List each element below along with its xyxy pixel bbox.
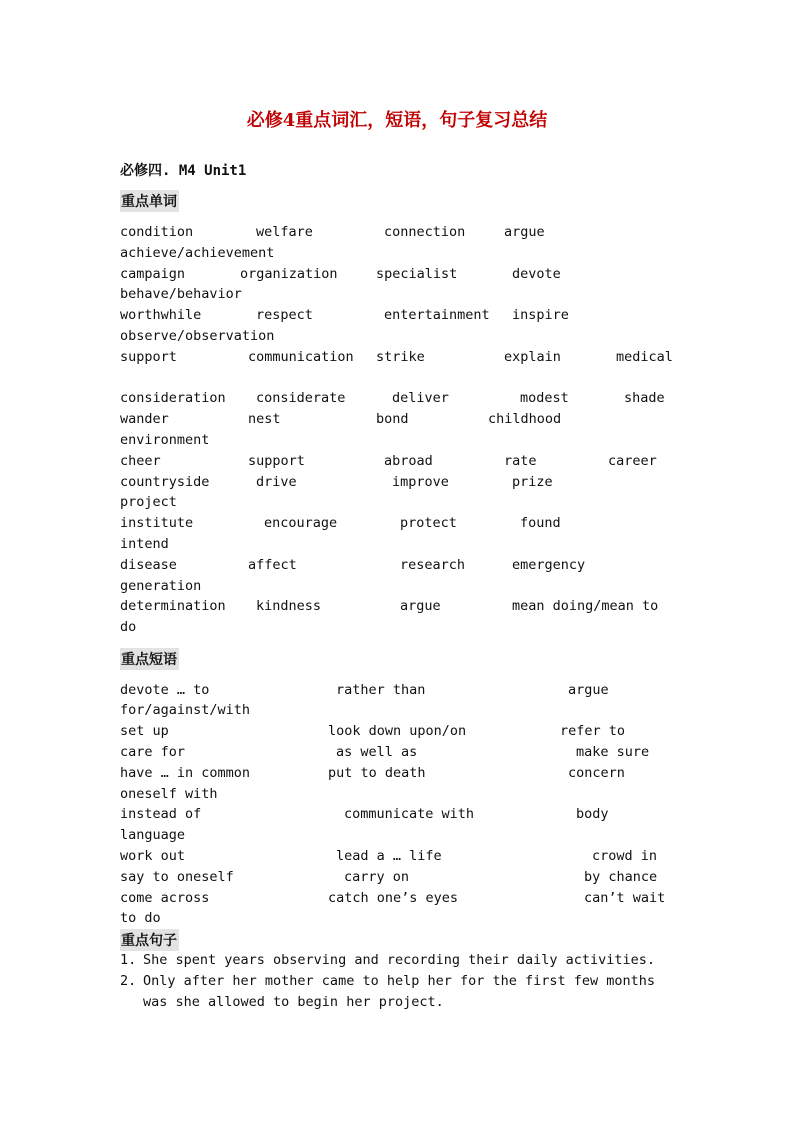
word: research (400, 557, 466, 573)
phrase: catch one’s eyes (328, 890, 459, 906)
word: considerate (256, 390, 346, 406)
phrase: have … in common (120, 765, 251, 781)
phrase: communicate with (344, 806, 475, 822)
word: disease (120, 557, 177, 573)
phrase: carry on (344, 869, 410, 885)
word: entertainment (384, 307, 490, 323)
word: argue (400, 598, 441, 614)
word: nest (248, 411, 281, 427)
phrase: set up (120, 723, 169, 739)
sentence-number: 2. (120, 973, 137, 989)
word: encourage (264, 515, 338, 531)
word: protect (400, 515, 457, 531)
sentence-text: She spent years observing and recording their daily activities. (143, 952, 656, 968)
word: devote (512, 266, 561, 282)
phrase: refer to (560, 723, 626, 739)
word: condition (120, 224, 194, 240)
phrase: lead a … life (336, 848, 442, 864)
phrase: as well as (336, 744, 418, 760)
word: behave/behavior (120, 286, 242, 302)
word: welfare (256, 224, 313, 240)
word: cheer (120, 453, 161, 469)
word: support (248, 453, 305, 469)
sentence-number: 1. (120, 952, 137, 968)
word: determination (120, 598, 226, 614)
phrase: argue (568, 682, 609, 698)
word: abroad (384, 453, 433, 469)
phrase: language (120, 827, 186, 843)
word: affect (248, 557, 297, 573)
word: observe/observation (120, 328, 275, 344)
word: organization (240, 266, 338, 282)
phrase: for/against/with (120, 702, 251, 718)
word: medical (616, 349, 673, 365)
word: worthwhile (120, 307, 202, 323)
phrase: body (576, 806, 609, 822)
word: prize (512, 474, 553, 490)
phrase: devote … to (120, 682, 210, 698)
word: do (120, 619, 137, 635)
sentence-continuation: was she allowed to begin her project. (143, 994, 444, 1010)
phrase: work out (120, 848, 186, 864)
word: consideration (120, 390, 226, 406)
word: generation (120, 578, 202, 594)
word: wander (120, 411, 169, 427)
word: countryside (120, 474, 210, 490)
word: strike (376, 349, 425, 365)
word: argue (504, 224, 545, 240)
word: respect (256, 307, 313, 323)
sentence-item (120, 950, 655, 971)
word: emergency (512, 557, 586, 573)
phrase: crowd in (592, 848, 658, 864)
word: improve (392, 474, 449, 490)
word: specialist (376, 266, 458, 282)
word: modest (520, 390, 569, 406)
phrase: to do (120, 910, 161, 926)
word: shade (624, 390, 665, 406)
phrase: can’t wait (584, 890, 666, 906)
phrase: rather than (336, 682, 426, 698)
section-phrases-heading: 重点短语 (120, 648, 179, 670)
sentence-item (120, 971, 655, 992)
word: found (520, 515, 561, 531)
phrase: put to death (328, 765, 426, 781)
word: mean doing/mean to (512, 598, 659, 614)
phrase: care for (120, 744, 186, 760)
phrase: oneself with (120, 786, 218, 802)
unit-heading: 必修四. M4 Unit1 (120, 163, 247, 179)
word: institute (120, 515, 194, 531)
phrase: come across (120, 890, 210, 906)
word: rate (504, 453, 537, 469)
word: communication (248, 349, 354, 365)
word: support (120, 349, 177, 365)
word: achieve/achievement (120, 245, 275, 261)
word: childhood (488, 411, 562, 427)
word: environment (120, 432, 210, 448)
word: career (608, 453, 657, 469)
word: campaign (120, 266, 186, 282)
document-title: 必修4重点词汇，短语，句子复习总结 (246, 110, 548, 131)
word: kindness (256, 598, 322, 614)
word: explain (504, 349, 561, 365)
sentence-text: Only after her mother came to help her for the first few months (143, 973, 656, 989)
phrase: look down upon/on (328, 723, 467, 739)
phrase: say to oneself (120, 869, 234, 885)
word: project (120, 494, 177, 510)
section-words-heading: 重点单词 (120, 190, 179, 212)
phrase: by chance (584, 869, 658, 885)
phrase: instead of (120, 806, 202, 822)
word: inspire (512, 307, 569, 323)
word: intend (120, 536, 169, 552)
section-sentences-heading: 重点句子 (120, 929, 179, 951)
phrase: make sure (576, 744, 650, 760)
word: drive (256, 474, 297, 490)
word: deliver (392, 390, 449, 406)
word: connection (384, 224, 466, 240)
phrase: concern (568, 765, 625, 781)
word: bond (376, 411, 409, 427)
